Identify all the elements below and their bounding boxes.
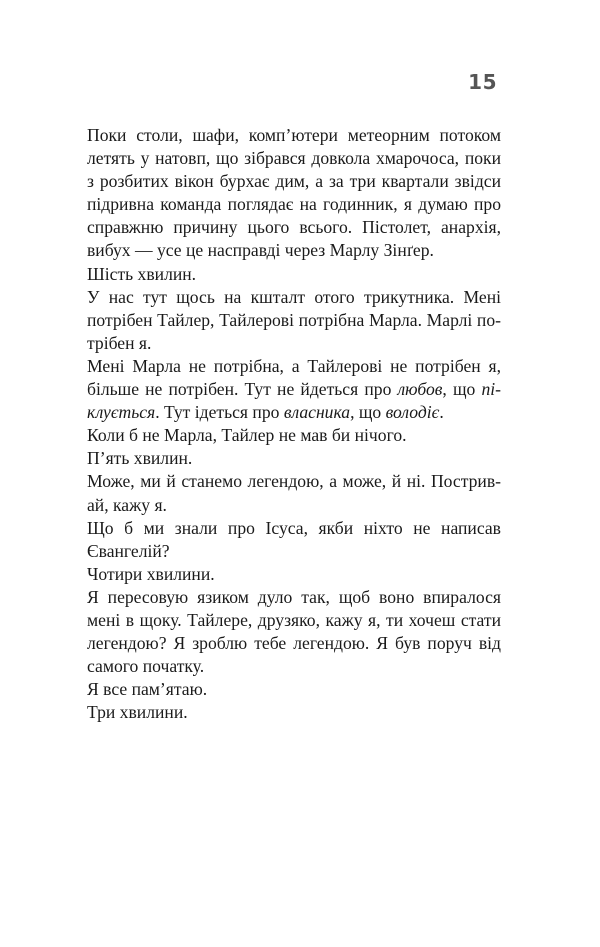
text-segment: Що б ми знали про Ісуса, якби ніхто не написав Євангелій? — [87, 517, 501, 561]
paragraph — [87, 424, 501, 447]
paragraph — [87, 286, 501, 355]
paragraph — [87, 124, 501, 263]
text-segment: Мені Марла не потрібна, а Тайлерові не потрібен я, більше не потрібен. Тут не йдеться про — [87, 355, 501, 400]
paragraph — [87, 517, 501, 563]
text-segment: П’ять хвилин. — [87, 448, 193, 469]
paragraph — [87, 263, 501, 286]
paragraph — [87, 470, 501, 516]
paragraph — [87, 678, 501, 701]
text-segment: , що — [442, 379, 482, 400]
text-segment: Чотири хвилини. — [87, 563, 215, 584]
text-segment: Коли б не Марла, Тайлер не мав би нічого. — [87, 425, 407, 446]
italic-text: любов — [397, 379, 443, 400]
text-segment: . — [439, 402, 444, 423]
paragraph — [87, 447, 501, 470]
paragraph — [87, 586, 501, 678]
text-segment: Поки столи, шафи, комп’ютери метеорним потоком летять у натовп, що зібрався довкола хмарочоса, поки з розбитих вікон бурхає дим, а за три квартали звідси підривна команда поглядає на годинник, я думаю про справжню причину цього всього. Пістолет, анархія, вибух — усе це насправді через Марлу Зінґер. — [87, 125, 501, 261]
italic-text: піклується — [87, 379, 501, 423]
text-segment: Шість хвилин. — [87, 263, 197, 284]
italic-text: володіє — [385, 402, 440, 423]
text-segment: . Тут ідеться про — [155, 402, 284, 423]
text-segment: Може, ми й станемо легендою, а може, й ні. Постривай, кажу я. — [87, 471, 501, 515]
text-segment: Три хвилини. — [87, 702, 188, 723]
page-number: 15 — [468, 70, 497, 94]
paragraph — [87, 355, 501, 424]
text-segment: , що — [350, 402, 386, 423]
italic-text: власника — [283, 402, 351, 423]
text-segment: Я все пам’ятаю. — [87, 679, 208, 700]
body-text — [87, 124, 501, 724]
text-segment: Я пересовую язиком дуло так, щоб воно впиралося мені в щоку. Тайлере, друзяко, кажу я, ти хочеш стати легендою? Я зроблю тебе легендою. Я був поруч від самого початку. — [87, 586, 501, 677]
paragraph — [87, 563, 501, 586]
paragraph — [87, 701, 501, 724]
text-segment: У нас тут щось на кшталт отого трикутника. Мені потрібен Тайлер, Тайлерові потрібна Марла. Марлі потрібен я. — [87, 286, 501, 353]
